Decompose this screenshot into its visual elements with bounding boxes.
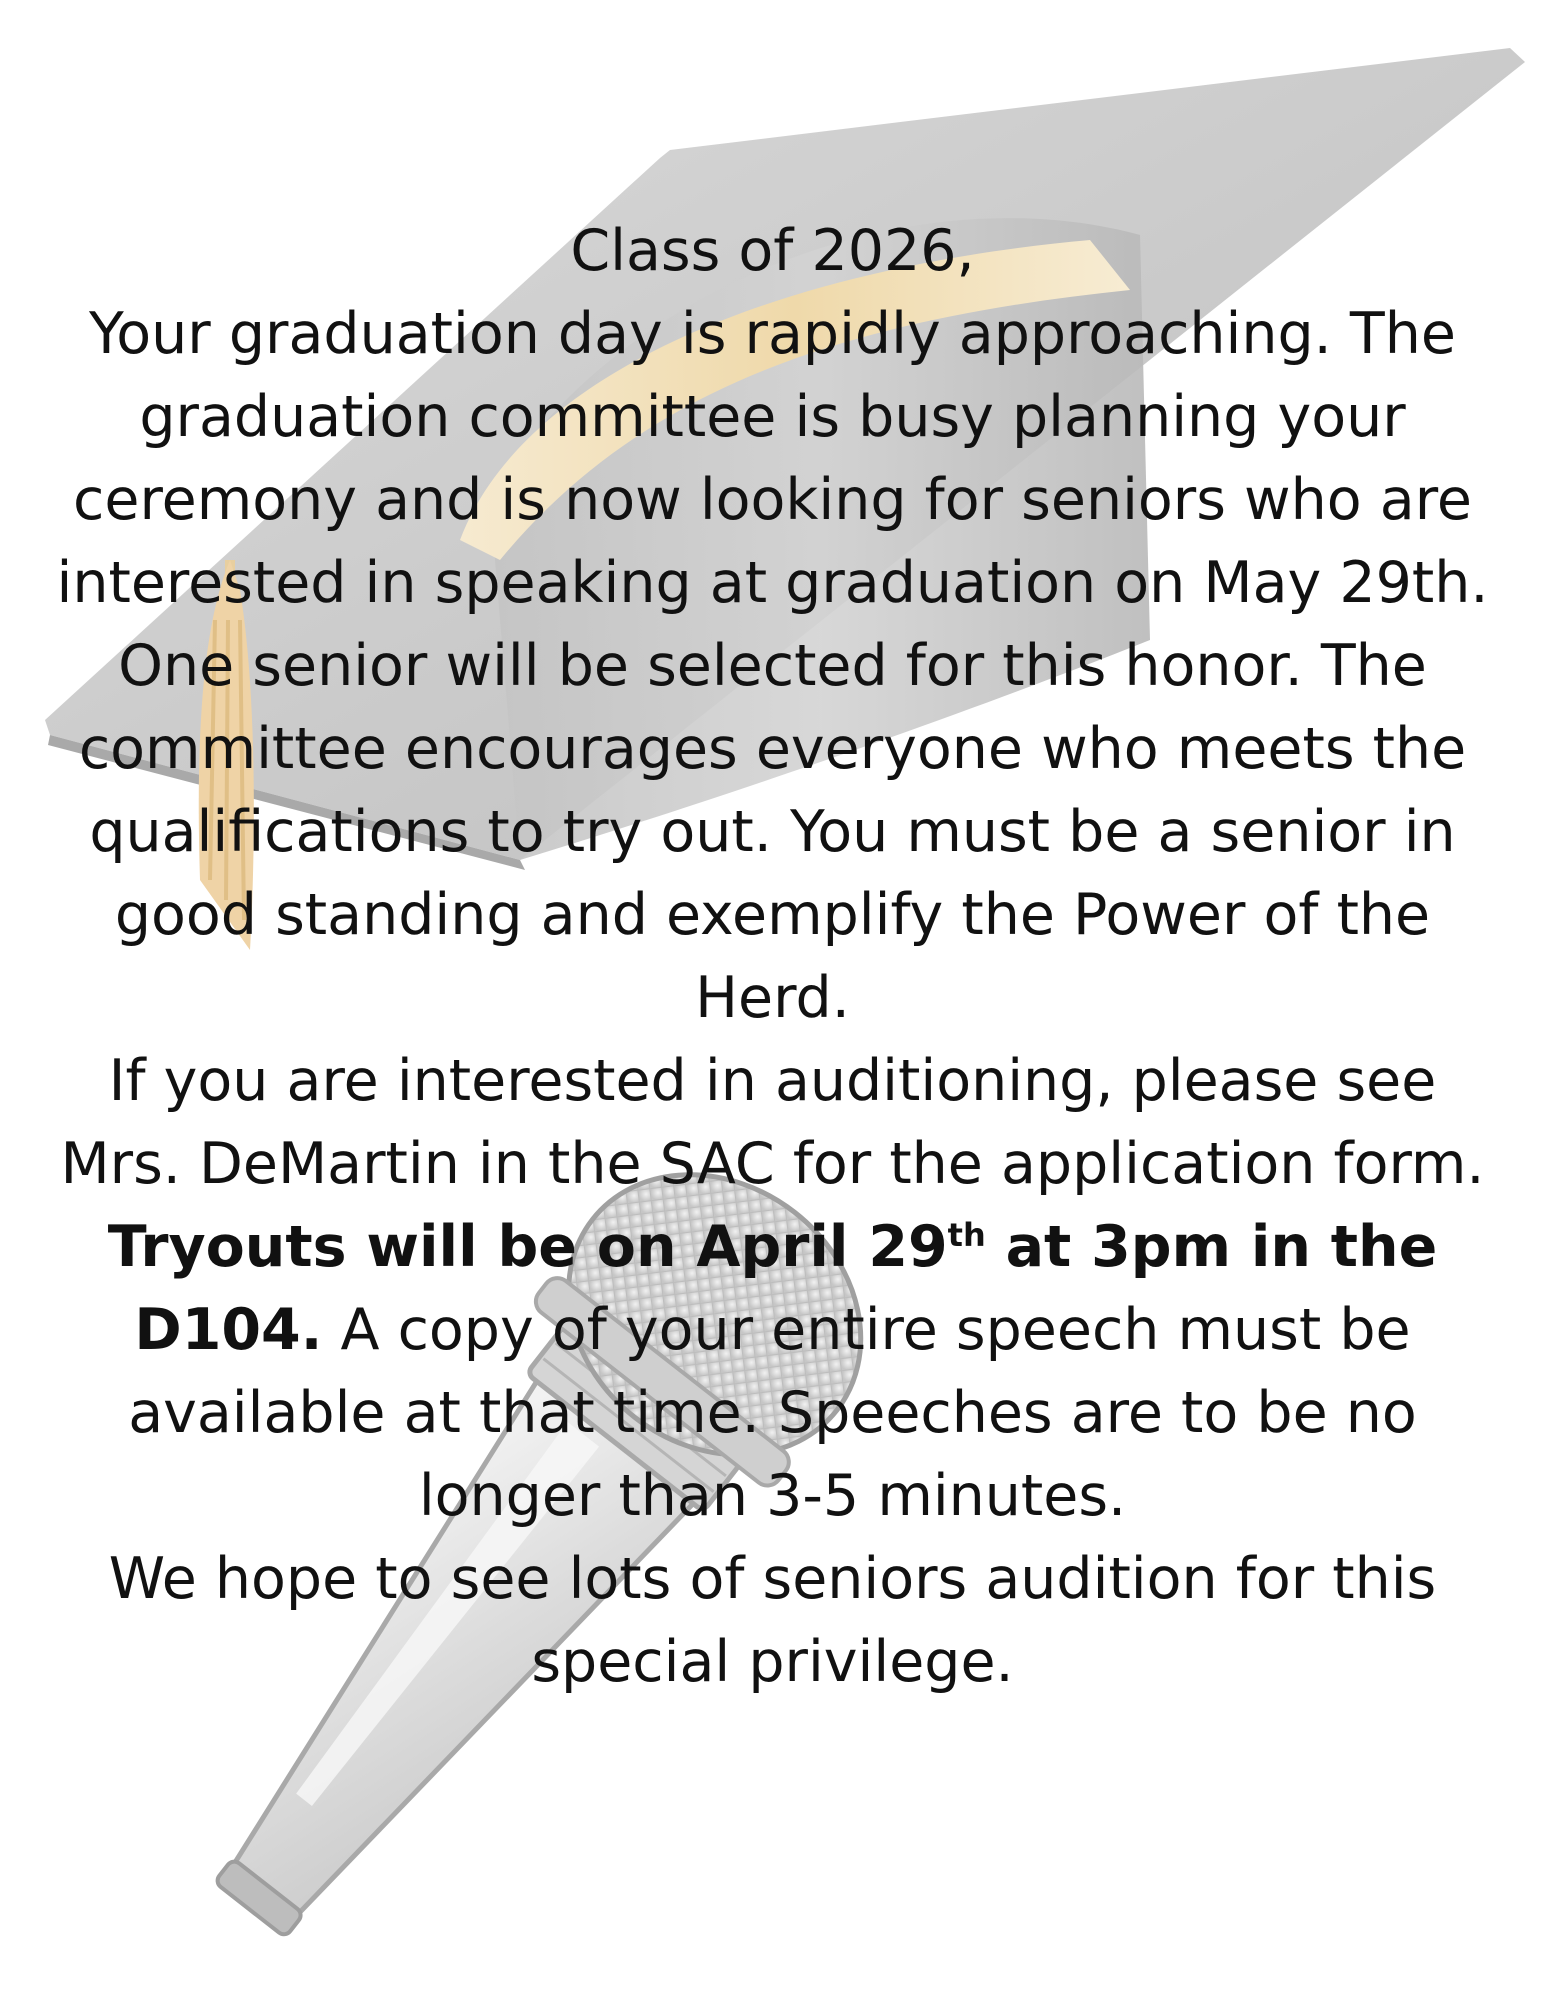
tryouts-date: Tryouts will be on April 29th at 3pm in the D104. — [107, 1214, 1438, 1363]
date-ordinal: th — [947, 1216, 986, 1254]
body-paragraph-2 — [40, 1040, 1505, 1538]
application-instructions: If you are interested in auditioning, please see Mrs. DeMartin in the SAC for the application form. — [60, 1048, 1485, 1197]
greeting: Class of 2026, — [570, 218, 975, 284]
body-paragraph-1: Your graduation day is rapidly approaching. The graduation committee is busy planning your ceremony and is now looking for seniors who are interested in speaking at graduation on May 29th. One senior will be selected for this honor. The committee encourages everyone who meets the qualifications to try out. You must be a senior in good standing and exemplify the Power of the Herd. — [56, 301, 1489, 1031]
speech-requirements: A copy of your entire speech must be available at that time. Speeches are to be no longer than 3-5 minutes. — [128, 1297, 1417, 1529]
closing-paragraph: We hope to see lots of seniors audition for this special privilege. — [108, 1546, 1437, 1695]
flyer-text — [40, 210, 1505, 1704]
